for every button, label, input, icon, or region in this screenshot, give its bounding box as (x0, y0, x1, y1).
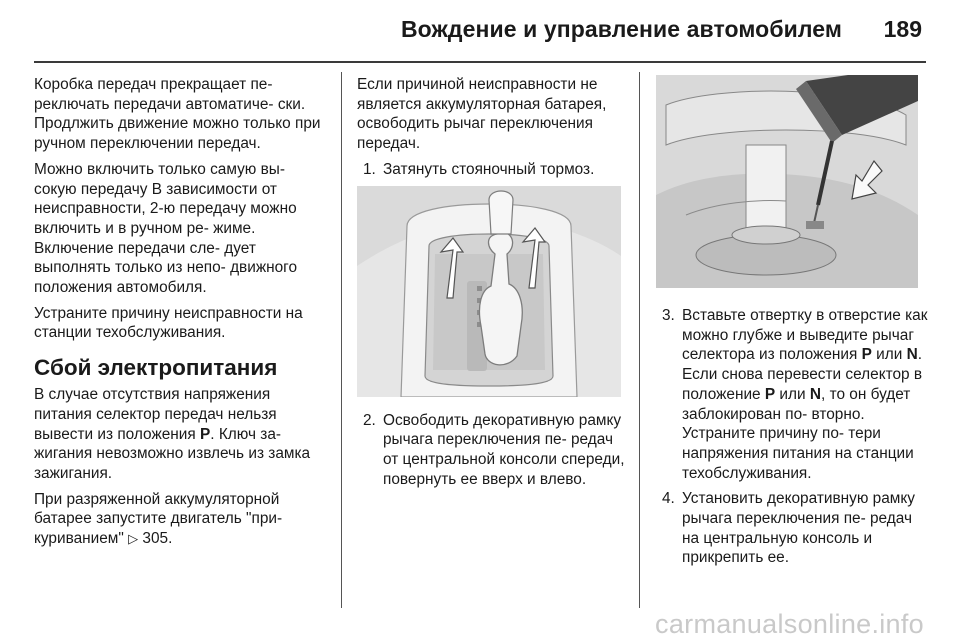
paragraph: Если причиной неисправности не является аккумуляторная батарея, освободить рычаг переключения передач. (357, 76, 607, 153)
column-divider-2 (639, 72, 640, 608)
paragraph: Устраните причину неисправности на станции техобслуживания. (34, 304, 303, 342)
list-item (357, 411, 625, 490)
step-number: 1. (363, 160, 376, 178)
step-number: 3. (662, 307, 675, 324)
list-item (357, 160, 625, 180)
step-number: 4. (662, 490, 675, 508)
right-column (656, 75, 928, 574)
page-header (0, 0, 960, 62)
page-reference-icon: ▷ (128, 531, 139, 547)
header-rule (34, 61, 926, 63)
step-text: Затянуть стояночный тормоз. (383, 160, 595, 178)
column-divider-1 (341, 72, 342, 608)
page-number: 189 (883, 16, 922, 42)
shifter-frame-illustration (357, 186, 621, 397)
paragraph: Коробка передач прекращает пе- реключать передачи автоматиче- ски. Продлжить движение можно только при ручном переключении передач. (34, 76, 321, 153)
section-heading: Сбой электропитания (34, 355, 278, 381)
screwdriver-illustration (656, 75, 918, 288)
paragraph: В случае отсутствия напряжения питания селектор передач нельзя вывести из положения P. Ключ за- жигания невозможно извлечь из замка зажигания. (34, 386, 311, 482)
list-item (656, 306, 928, 483)
left-column (34, 75, 326, 555)
paragraph: Можно включить только самую вы- сокую передачу В зависимости от неисправности, 2-ю передачу можно включить и в ручном ре- жиме. Включение передачи сле- дует выполнять только из непо- движного положения автомобиля. (34, 160, 298, 297)
page-reference-link[interactable]: 305. (142, 530, 173, 548)
list-item (656, 489, 928, 568)
middle-column (357, 75, 625, 495)
watermark: carmanualsonline.info (655, 609, 924, 639)
step-text: Установить декоративную рамку рычага переключения пе- редач на центральную консоль и прикрепить ее. (682, 490, 915, 567)
step-text: Вставьте отвертку в отверстие как можно глубже и выведите рычаг селектора из положения P или N. Если снова перевести селектор в положение P или N, то он будет заблокирован по- вторно. Устраните причину по- тери напряжения питания на станции техобслуживания. (682, 307, 928, 482)
step-text: Освободить декоративную рамку рычага переключения пе- редач от центральной консоли спереди, повернуть ее вверх и влево. (383, 411, 625, 488)
section-title: Вождение и управление автомобилем (400, 16, 842, 42)
step-number: 2. (363, 411, 376, 429)
paragraph: При разряженной аккумуляторной батарее запустите двигатель "при- куриванием" ▷ 305. (34, 490, 283, 548)
